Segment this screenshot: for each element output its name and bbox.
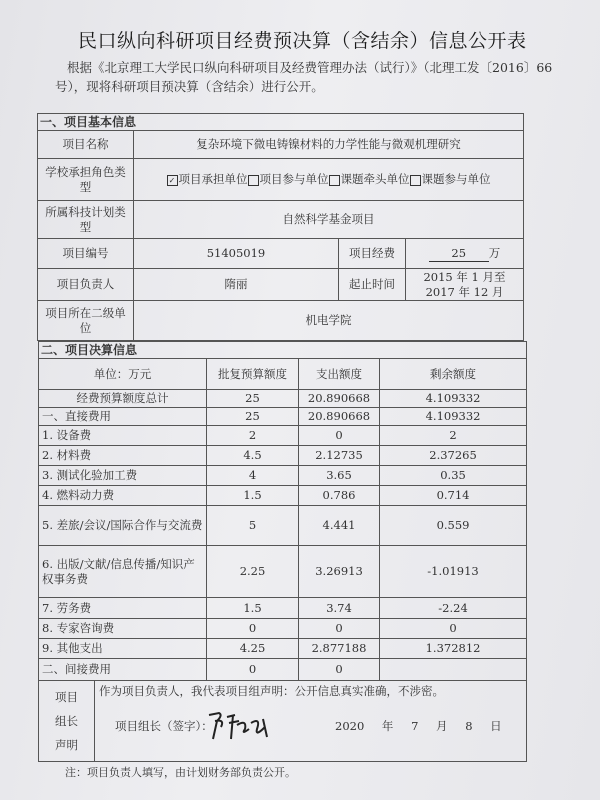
budget-remaining: 2 [380, 426, 527, 446]
budget-item: 9. 其他支出 [39, 639, 207, 659]
budget-item: 7. 劳务费 [39, 598, 207, 619]
signature-image [205, 709, 275, 741]
budget-remaining: 2.37265 [380, 446, 527, 466]
budget-item: 6. 出版/文献/信息传播/知识产权事务费 [39, 546, 207, 598]
budget-remaining: 0.35 [380, 466, 527, 486]
budget-remaining: 1.372812 [380, 639, 527, 659]
fee-unit: 万 [488, 245, 501, 260]
period-label: 起止时间 [339, 269, 406, 301]
fee-label: 项目经费 [339, 239, 406, 269]
budget-item: 经费预算额度总计 [39, 390, 207, 408]
budget-item: 1. 设备费 [39, 426, 207, 446]
budget-approved: 2 [207, 426, 299, 446]
budget-spent: 2.12735 [299, 446, 380, 466]
budget-remaining: 4.109332 [380, 390, 527, 408]
declaration-text: 作为项目负责人，我代表项目组声明：公开信息真实准确，不涉密。 [99, 684, 444, 698]
budget-spent: 20.890668 [299, 390, 380, 408]
budget-item: 3. 测试化验加工费 [39, 466, 207, 486]
project-name: 复杂环境下微电铸镍材料的力学性能与微观机理研究 [134, 131, 524, 159]
section-basic-info: 一、项目基本信息 [38, 114, 524, 131]
budget-spent: 3.26913 [299, 546, 380, 598]
budget-spent: 3.74 [299, 598, 380, 619]
budget-remaining [380, 659, 527, 681]
role-option-label: 课题参与单位 [421, 172, 491, 186]
budget-row [39, 408, 527, 426]
declaration-body [95, 681, 527, 762]
declaration-label: 项目组长声明 [39, 681, 95, 762]
project-period: 2015 年 1 月至 2017 年 12 月 [406, 269, 524, 301]
basic-info-table [37, 113, 524, 341]
budget-remaining: 0.714 [380, 486, 527, 506]
leader-label: 项目负责人 [38, 269, 134, 301]
role-options [134, 159, 524, 201]
role-checkbox[interactable] [410, 175, 421, 186]
budget-approved: 4 [207, 466, 299, 486]
budget-remaining: -2.24 [380, 598, 527, 619]
header-approved: 批复预算额度 [207, 359, 299, 390]
budget-row [39, 446, 527, 466]
page-title: 民口纵向科研项目经费预决算（含结余）信息公开表 [78, 30, 527, 52]
budget-row [39, 639, 527, 659]
budget-row [39, 659, 527, 681]
budget-approved: 0 [207, 619, 299, 639]
budget-approved: 2.25 [207, 546, 299, 598]
project-leader: 隋丽 [134, 269, 339, 301]
budget-approved: 25 [207, 408, 299, 426]
role-checkbox[interactable] [248, 175, 259, 186]
section-budget: 二、项目决算信息 [39, 342, 527, 359]
project-fee [406, 239, 524, 269]
role-label: 学校承担角色类型 [38, 159, 134, 201]
budget-approved: 25 [207, 390, 299, 408]
budget-row [39, 390, 527, 408]
budget-spent: 0 [299, 619, 380, 639]
header-unit: 单位：万元 [39, 359, 207, 390]
budget-spent: 0 [299, 426, 380, 446]
budget-item: 8. 专家咨询费 [39, 619, 207, 639]
project-number: 51405019 [134, 239, 339, 269]
name-label: 项目名称 [38, 131, 134, 159]
budget-spent: 0.786 [299, 486, 380, 506]
budget-approved: 4.25 [207, 639, 299, 659]
budget-remaining: 0 [380, 619, 527, 639]
role-option-label: 项目承担单位 [178, 172, 248, 186]
plan-label: 所属科技计划类型 [38, 201, 134, 239]
unit-label: 项目所在二级单位 [38, 301, 134, 341]
budget-approved: 1.5 [207, 598, 299, 619]
budget-approved: 4.5 [207, 446, 299, 466]
budget-item: 一、直接费用 [39, 408, 207, 426]
budget-approved: 1.5 [207, 486, 299, 506]
budget-spent: 4.441 [299, 506, 380, 546]
budget-remaining: 0.559 [380, 506, 527, 546]
plan-type: 自然科学基金项目 [134, 201, 524, 239]
budget-row [39, 598, 527, 619]
budget-remaining: 4.109332 [380, 408, 527, 426]
budget-item: 2. 材料费 [39, 446, 207, 466]
declaration-date: 2020 年 7 月 8 日 [335, 719, 502, 733]
role-checkbox[interactable]: ✓ [167, 175, 178, 186]
budget-row [39, 506, 527, 546]
budget-row [39, 486, 527, 506]
role-option-label: 课题牵头单位 [340, 172, 410, 186]
fee-value: 25 [429, 246, 489, 262]
budget-remaining: -1.01913 [380, 546, 527, 598]
project-unit: 机电学院 [134, 301, 524, 341]
sign-label: 项目组长（签字）： [115, 719, 213, 733]
role-option-label: 项目参与单位 [259, 172, 329, 186]
budget-row [39, 619, 527, 639]
budget-approved: 0 [207, 659, 299, 681]
budget-row [39, 546, 527, 598]
budget-approved: 5 [207, 506, 299, 546]
role-checkbox[interactable] [329, 175, 340, 186]
header-spent: 支出额度 [299, 359, 380, 390]
budget-spent: 2.877188 [299, 639, 380, 659]
budget-row [39, 426, 527, 446]
budget-item: 4. 燃料动力费 [39, 486, 207, 506]
budget-table [38, 341, 527, 762]
budget-spent: 3.65 [299, 466, 380, 486]
header-remaining: 剩余额度 [380, 359, 527, 390]
budget-item: 5. 差旅/会议/国际合作与交流费 [39, 506, 207, 546]
number-label: 项目编号 [38, 239, 134, 269]
intro-paragraph: 根据《北京理工大学民口纵向科研项目及经费管理办法（试行）》（北理工发〔2016〕66号），现将科研项目预决算（含结余）进行公开。 [55, 60, 553, 94]
budget-spent: 0 [299, 659, 380, 681]
budget-spent: 20.890668 [299, 408, 380, 426]
budget-item: 二、间接费用 [39, 659, 207, 681]
footnote: 注：项目负责人填写，由计划财务部负责公开。 [65, 766, 296, 779]
budget-row [39, 466, 527, 486]
